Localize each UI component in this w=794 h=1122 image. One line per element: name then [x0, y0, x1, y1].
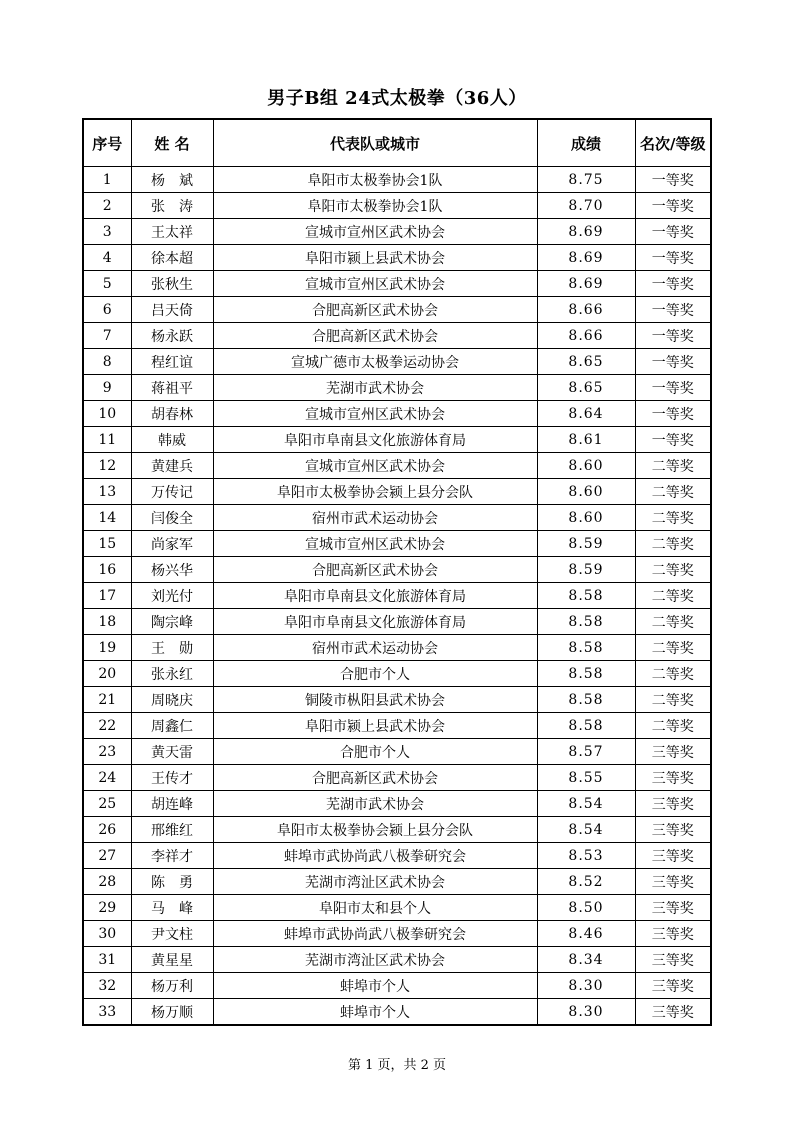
cell-team: 合肥高新区武术协会: [213, 557, 537, 583]
cell-team: 宣城广德市太极拳运动协会: [213, 349, 537, 375]
results-table: [82, 118, 712, 1026]
cell-team: 宣城市宣州区武术协会: [213, 271, 537, 297]
cell-score: 8.61: [537, 427, 635, 453]
cell-name: 张 涛: [131, 193, 213, 219]
table-row: [83, 271, 711, 297]
cell-no: 25: [83, 791, 131, 817]
cell-score: 8.30: [537, 999, 635, 1026]
cell-rank: 三等奖: [635, 739, 711, 765]
cell-score: 8.54: [537, 791, 635, 817]
cell-team: 阜阳市阜南县文化旅游体育局: [213, 427, 537, 453]
cell-name: 胡连峰: [131, 791, 213, 817]
cell-team: 阜阳市颍上县武术协会: [213, 713, 537, 739]
cell-name: 杨永跃: [131, 323, 213, 349]
cell-no: 29: [83, 895, 131, 921]
table-row: [83, 765, 711, 791]
cell-no: 10: [83, 401, 131, 427]
cell-team: 蚌埠市武协尚武八极拳研究会: [213, 921, 537, 947]
cell-no: 23: [83, 739, 131, 765]
cell-name: 周晓庆: [131, 687, 213, 713]
cell-name: 杨万顺: [131, 999, 213, 1026]
table-row: [83, 479, 711, 505]
table-row: [83, 557, 711, 583]
cell-score: 8.60: [537, 505, 635, 531]
cell-name: 尹文柱: [131, 921, 213, 947]
table-row: [83, 973, 711, 999]
cell-team: 蚌埠市个人: [213, 999, 537, 1026]
cell-score: 8.46: [537, 921, 635, 947]
cell-score: 8.57: [537, 739, 635, 765]
cell-team: 合肥高新区武术协会: [213, 323, 537, 349]
cell-rank: 二等奖: [635, 661, 711, 687]
cell-no: 26: [83, 817, 131, 843]
cell-no: 18: [83, 609, 131, 635]
cell-score: 8.66: [537, 297, 635, 323]
cell-score: 8.58: [537, 713, 635, 739]
page-footer: 第 1 页，共 2 页: [347, 1058, 447, 1073]
cell-rank: 二等奖: [635, 583, 711, 609]
cell-name: 吕天倚: [131, 297, 213, 323]
cell-rank: 二等奖: [635, 687, 711, 713]
table-row: [83, 895, 711, 921]
cell-rank: 一等奖: [635, 297, 711, 323]
table-row: [83, 167, 711, 193]
cell-score: 8.75: [537, 167, 635, 193]
cell-no: 16: [83, 557, 131, 583]
cell-team: 宿州市武术运动协会: [213, 635, 537, 661]
cell-team: 宿州市武术运动协会: [213, 505, 537, 531]
table-row: [83, 401, 711, 427]
cell-no: 6: [83, 297, 131, 323]
cell-rank: 二等奖: [635, 479, 711, 505]
header-name: 姓 名: [131, 119, 213, 167]
table-row: [83, 843, 711, 869]
cell-no: 17: [83, 583, 131, 609]
cell-score: 8.34: [537, 947, 635, 973]
cell-score: 8.69: [537, 271, 635, 297]
cell-score: 8.58: [537, 661, 635, 687]
cell-no: 14: [83, 505, 131, 531]
cell-team: 铜陵市枞阳县武术协会: [213, 687, 537, 713]
cell-team: 阜阳市阜南县文化旅游体育局: [213, 583, 537, 609]
cell-name: 徐本超: [131, 245, 213, 271]
table-row: [83, 791, 711, 817]
cell-no: 11: [83, 427, 131, 453]
cell-rank: 三等奖: [635, 999, 711, 1026]
cell-name: 黄星星: [131, 947, 213, 973]
cell-rank: 三等奖: [635, 869, 711, 895]
cell-no: 3: [83, 219, 131, 245]
cell-score: 8.60: [537, 453, 635, 479]
table-row: [83, 245, 711, 271]
cell-no: 8: [83, 349, 131, 375]
header-rank: 名次/等级: [635, 119, 711, 167]
cell-name: 刘光付: [131, 583, 213, 609]
cell-team: 合肥市个人: [213, 739, 537, 765]
table-row: [83, 687, 711, 713]
cell-name: 杨 斌: [131, 167, 213, 193]
cell-no: 1: [83, 167, 131, 193]
cell-score: 8.54: [537, 817, 635, 843]
cell-name: 程红谊: [131, 349, 213, 375]
cell-team: 芜湖市武术协会: [213, 791, 537, 817]
cell-rank: 三等奖: [635, 843, 711, 869]
cell-name: 蒋祖平: [131, 375, 213, 401]
cell-name: 尚家军: [131, 531, 213, 557]
cell-rank: 一等奖: [635, 375, 711, 401]
cell-team: 阜阳市太极拳协会1队: [213, 167, 537, 193]
cell-score: 8.30: [537, 973, 635, 999]
cell-rank: 二等奖: [635, 453, 711, 479]
cell-team: 宣城市宣州区武术协会: [213, 453, 537, 479]
cell-team: 阜阳市太极拳协会1队: [213, 193, 537, 219]
cell-score: 8.58: [537, 635, 635, 661]
cell-rank: 一等奖: [635, 427, 711, 453]
cell-name: 陶宗峰: [131, 609, 213, 635]
table-row: [83, 297, 711, 323]
cell-name: 胡春林: [131, 401, 213, 427]
table-row: [83, 713, 711, 739]
table-row: [83, 947, 711, 973]
cell-team: 阜阳市阜南县文化旅游体育局: [213, 609, 537, 635]
table-row: [83, 999, 711, 1026]
cell-no: 31: [83, 947, 131, 973]
cell-rank: 一等奖: [635, 219, 711, 245]
cell-rank: 二等奖: [635, 713, 711, 739]
cell-score: 8.50: [537, 895, 635, 921]
table-row: [83, 583, 711, 609]
cell-name: 韩威: [131, 427, 213, 453]
cell-no: 19: [83, 635, 131, 661]
cell-rank: 一等奖: [635, 245, 711, 271]
cell-team: 芜湖市武术协会: [213, 375, 537, 401]
cell-no: 15: [83, 531, 131, 557]
cell-name: 万传记: [131, 479, 213, 505]
cell-rank: 一等奖: [635, 167, 711, 193]
cell-name: 黄天雷: [131, 739, 213, 765]
cell-score: 8.53: [537, 843, 635, 869]
cell-no: 24: [83, 765, 131, 791]
cell-team: 阜阳市颍上县武术协会: [213, 245, 537, 271]
table-row: [83, 323, 711, 349]
cell-score: 8.65: [537, 349, 635, 375]
cell-no: 33: [83, 999, 131, 1026]
cell-rank: 一等奖: [635, 271, 711, 297]
cell-no: 5: [83, 271, 131, 297]
cell-no: 20: [83, 661, 131, 687]
cell-rank: 三等奖: [635, 765, 711, 791]
cell-name: 邢维红: [131, 817, 213, 843]
cell-team: 蚌埠市个人: [213, 973, 537, 999]
table-row: [83, 427, 711, 453]
cell-rank: 一等奖: [635, 323, 711, 349]
cell-no: 9: [83, 375, 131, 401]
table-row: [83, 609, 711, 635]
cell-rank: 二等奖: [635, 531, 711, 557]
cell-rank: 三等奖: [635, 895, 711, 921]
table-row: [83, 375, 711, 401]
table-row: [83, 531, 711, 557]
cell-rank: 二等奖: [635, 635, 711, 661]
cell-team: 阜阳市太极拳协会颍上县分会队: [213, 479, 537, 505]
cell-score: 8.58: [537, 687, 635, 713]
cell-score: 8.55: [537, 765, 635, 791]
cell-score: 8.60: [537, 479, 635, 505]
cell-team: 合肥市个人: [213, 661, 537, 687]
cell-team: 合肥高新区武术协会: [213, 297, 537, 323]
cell-rank: 二等奖: [635, 609, 711, 635]
cell-rank: 三等奖: [635, 921, 711, 947]
cell-name: 黄建兵: [131, 453, 213, 479]
cell-no: 30: [83, 921, 131, 947]
table-row: [83, 505, 711, 531]
cell-no: 28: [83, 869, 131, 895]
cell-rank: 一等奖: [635, 349, 711, 375]
table-row: [83, 635, 711, 661]
cell-name: 马 峰: [131, 895, 213, 921]
cell-score: 8.69: [537, 219, 635, 245]
cell-score: 8.70: [537, 193, 635, 219]
cell-rank: 二等奖: [635, 557, 711, 583]
cell-score: 8.58: [537, 583, 635, 609]
cell-team: 阜阳市太和县个人: [213, 895, 537, 921]
cell-rank: 一等奖: [635, 401, 711, 427]
table-row: [83, 219, 711, 245]
cell-team: 合肥高新区武术协会: [213, 765, 537, 791]
table-header-row: [83, 119, 711, 167]
cell-rank: 三等奖: [635, 791, 711, 817]
header-no: 序号: [83, 119, 131, 167]
cell-team: 芜湖市湾沚区武术协会: [213, 869, 537, 895]
cell-team: 宣城市宣州区武术协会: [213, 531, 537, 557]
cell-name: 杨兴华: [131, 557, 213, 583]
cell-rank: 三等奖: [635, 817, 711, 843]
cell-no: 32: [83, 973, 131, 999]
cell-name: 李祥才: [131, 843, 213, 869]
table-row: [83, 453, 711, 479]
cell-team: 阜阳市太极拳协会颍上县分会队: [213, 817, 537, 843]
cell-score: 8.65: [537, 375, 635, 401]
table-row: [83, 661, 711, 687]
cell-name: 王太祥: [131, 219, 213, 245]
cell-no: 12: [83, 453, 131, 479]
cell-no: 13: [83, 479, 131, 505]
cell-team: 蚌埠市武协尚武八极拳研究会: [213, 843, 537, 869]
cell-team: 宣城市宣州区武术协会: [213, 401, 537, 427]
cell-no: 7: [83, 323, 131, 349]
table-row: [83, 921, 711, 947]
cell-no: 4: [83, 245, 131, 271]
cell-team: 芜湖市湾沚区武术协会: [213, 947, 537, 973]
cell-no: 27: [83, 843, 131, 869]
cell-name: 杨万利: [131, 973, 213, 999]
table-row: [83, 193, 711, 219]
table-body: [83, 167, 711, 1026]
cell-name: 王 勋: [131, 635, 213, 661]
cell-name: 陈 勇: [131, 869, 213, 895]
page-title: 男子B组 24式太极拳（36人）: [267, 88, 527, 109]
table-row: [83, 817, 711, 843]
header-team: 代表队或城市: [213, 119, 537, 167]
cell-score: 8.69: [537, 245, 635, 271]
cell-score: 8.66: [537, 323, 635, 349]
table-row: [83, 349, 711, 375]
cell-score: 8.58: [537, 609, 635, 635]
cell-name: 闫俊全: [131, 505, 213, 531]
cell-no: 2: [83, 193, 131, 219]
cell-team: 宣城市宣州区武术协会: [213, 219, 537, 245]
cell-rank: 三等奖: [635, 947, 711, 973]
cell-score: 8.52: [537, 869, 635, 895]
table-row: [83, 739, 711, 765]
cell-no: 21: [83, 687, 131, 713]
cell-name: 王传才: [131, 765, 213, 791]
table-row: [83, 869, 711, 895]
cell-rank: 一等奖: [635, 193, 711, 219]
cell-rank: 二等奖: [635, 505, 711, 531]
cell-name: 张永红: [131, 661, 213, 687]
cell-score: 8.59: [537, 531, 635, 557]
cell-rank: 三等奖: [635, 973, 711, 999]
cell-name: 张秋生: [131, 271, 213, 297]
header-score: 成绩: [537, 119, 635, 167]
cell-name: 周鑫仁: [131, 713, 213, 739]
cell-score: 8.59: [537, 557, 635, 583]
cell-no: 22: [83, 713, 131, 739]
cell-score: 8.64: [537, 401, 635, 427]
